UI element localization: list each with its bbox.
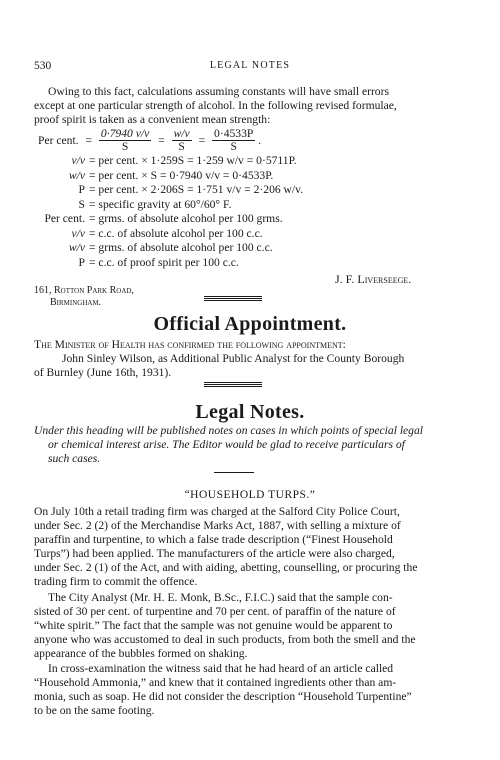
text-line: or chemical interest arise. The Editor would be glad to receive particulars of	[48, 438, 405, 451]
appointment-text	[34, 338, 404, 380]
fraction-denominator: S	[178, 140, 185, 153]
formula-row	[34, 256, 474, 271]
case-paragraph	[34, 591, 416, 661]
equals-sign: =	[198, 134, 206, 147]
equals-sign: =	[158, 134, 165, 147]
appointment-name-line: John Sinley Wilson, as Additional Public Analyst for the County Borough	[62, 352, 405, 365]
text-line: under Sec. 2 (1) of the Act, and with aiding, abetting, counselling, or procuring the	[34, 561, 418, 574]
fraction-numerator: 0·4533P	[214, 127, 254, 140]
text-line: On July 10th a retail trading firm was charged at the Salford City Police Court,	[34, 505, 400, 518]
fraction-numerator: 0·7940 v/v	[100, 127, 150, 140]
text-line: of Burnley (June 16th, 1931).	[34, 366, 172, 379]
equals-sign: =	[85, 134, 93, 147]
main-formula	[38, 128, 261, 153]
text-line: In cross-examination the witness said that he had heard of an article called	[48, 662, 394, 675]
formula-variable: P	[78, 183, 85, 196]
text-line: to be on the same footing.	[34, 704, 155, 717]
formula-definition: = c.c. of absolute alcohol per 100 c.c.	[89, 226, 263, 240]
formula-variable: Per cent.	[44, 212, 85, 225]
address-line: Birmingham.	[50, 297, 102, 308]
text-line: Under this heading will be published notes on cases in which points of special legal	[34, 424, 424, 437]
formula-period: .	[258, 134, 262, 147]
divider	[204, 296, 262, 297]
text-line: Owing to this fact, calculations assuming constants will have small errors	[48, 85, 389, 98]
section-heading: Legal Notes.	[195, 401, 305, 423]
case-title: “HOUSEHOLD TURPS.”	[184, 489, 316, 501]
text-line: under Sec. 2 (2) of the Merchandise Marks Act, 1887, with selling a mixture of	[34, 519, 401, 532]
fraction	[172, 128, 192, 153]
formula-definition: = grms. of absolute alcohol per 100 grms.	[89, 212, 283, 225]
formula-variable: w/v	[68, 168, 85, 182]
formula-definition: = per cent. × 1·259S = 1·259 w/v = 0·5711P.	[89, 154, 297, 167]
text-line: Turps”) had been applied. The manufacturers of the article were also charged,	[34, 547, 395, 560]
text-line: paraffin and turpentine, to which a false trade description (“Finest Household	[34, 533, 393, 546]
text-line: anyone who was accustomed to deal in such products, from both the smell and the	[34, 633, 416, 646]
text-line: proof spirit is taken as a convenient mean strength:	[34, 113, 271, 126]
text-line: except at one particular strength of alcohol. In the following revised formulae,	[34, 99, 397, 112]
formula-row	[34, 241, 474, 256]
formula-row	[34, 212, 474, 227]
formula-definition: = per cent. × S = 0·7940 v/v = 0·4533P.	[89, 168, 274, 182]
formula-row	[34, 227, 474, 242]
formula-row	[34, 154, 474, 169]
formula-definition: = specific gravity at 60°/60° F.	[89, 197, 232, 211]
formula-row	[34, 169, 474, 184]
text-line: appearance of the bubbles formed on shaking.	[34, 647, 248, 660]
author-address	[34, 285, 134, 309]
address-line: 161, Rotton Park Road,	[34, 285, 134, 296]
formula-variable: v/v	[71, 226, 85, 240]
fraction	[212, 128, 255, 153]
text-line: such cases.	[48, 452, 101, 465]
divider	[204, 298, 262, 299]
text-line: “white spirit.” The fact that the sample was not genuine would be apparent to	[34, 619, 393, 632]
case-paragraph	[34, 662, 412, 718]
formula-lhs: Per cent.	[38, 134, 79, 147]
text-line: “Household Ammonia,” and knew that it contained ingredients other than am-	[34, 676, 397, 689]
case-paragraph	[34, 505, 417, 589]
appointment-intro: The Minister of Health has confirmed the following appointment:	[34, 338, 346, 351]
fraction-denominator: S	[230, 140, 237, 153]
divider	[204, 300, 262, 301]
text-line: trading firm to commit the offence.	[34, 575, 198, 588]
text-line: The City Analyst (Mr. H. E. Monk, B.Sc., F.I.C.) said that the sample con-	[48, 591, 393, 604]
divider	[204, 382, 262, 383]
text-line: monia, such as soap. He did not consider the description “Household Turpentine”	[34, 690, 412, 703]
formula-row	[34, 183, 474, 198]
text-line	[34, 352, 404, 366]
formula-definition: = per cent. × 2·206S = 1·751 v/v = 2·206 w/v.	[89, 183, 304, 196]
page-number: 530	[34, 60, 52, 72]
divider	[214, 472, 254, 473]
formula-variable: w/v	[68, 241, 85, 254]
fraction	[99, 128, 151, 153]
text-line: sisted of 30 per cent. of turpentine and 70 per cent. of paraffin of the nature of	[34, 605, 396, 618]
intro-paragraph	[34, 85, 460, 127]
formula-list	[34, 154, 474, 270]
author-signature: J. F. Liverseege.	[335, 272, 412, 286]
formula-definition: = c.c. of proof spirit per 100 c.c.	[89, 255, 239, 269]
divider	[204, 386, 262, 387]
formula-variable: P	[78, 255, 85, 269]
section-heading: Official Appointment.	[153, 313, 347, 335]
fraction-denominator: S	[121, 140, 129, 153]
divider	[204, 384, 262, 385]
legal-intro	[34, 424, 423, 466]
fraction-numerator: w/v	[173, 127, 190, 140]
running-title: LEGAL NOTES	[209, 60, 291, 71]
formula-variable: v/v	[71, 154, 85, 167]
formula-definition: = grms. of absolute alcohol per 100 c.c.	[89, 241, 273, 254]
text-line	[34, 338, 404, 352]
formula-row	[34, 198, 474, 213]
formula-variable: S	[78, 197, 85, 211]
